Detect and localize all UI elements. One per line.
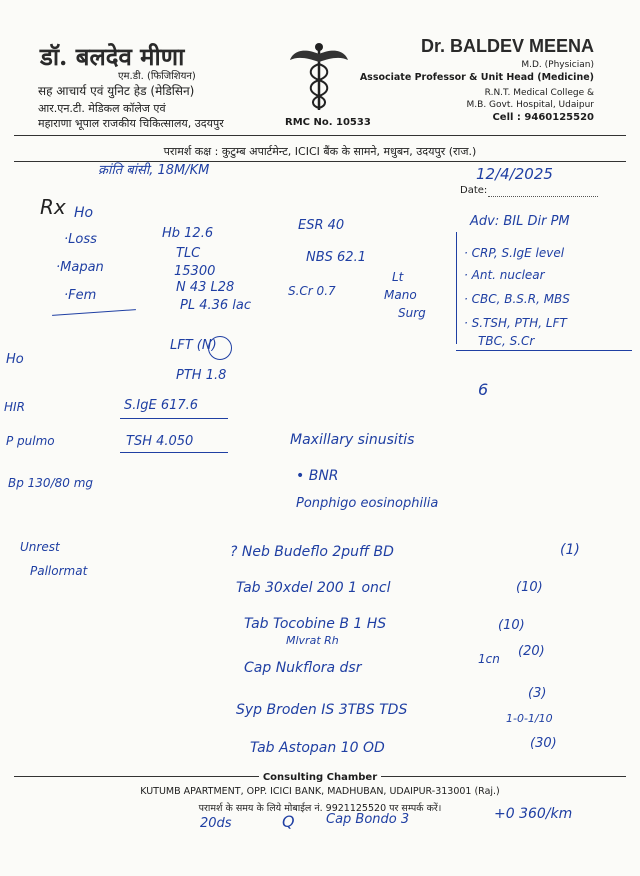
lab-creatinine: S.Cr 0.7 (288, 284, 336, 298)
lab-tlc-value: 15300 (174, 264, 216, 279)
left-note-8: Bp 130/80 mg (8, 476, 94, 490)
mano-note-3: Surg (398, 306, 426, 320)
lab-dlc: N 43 L28 (176, 280, 235, 295)
med-4: Cap Nukflora dsr (244, 660, 362, 676)
lab-nbs: NBS 62.1 (306, 250, 366, 265)
lab-esr: ESR 40 (298, 218, 345, 233)
college-hindi-2: महाराणा भूपाल राजकीय चिकित्सालय, उदयपुर (38, 117, 224, 130)
left-note-4: ·Fem (64, 288, 97, 303)
header-divider-top (14, 135, 626, 136)
mano-note-1: Lt (392, 270, 404, 284)
med-3: Tab Tocobine B 1 HS (244, 616, 387, 632)
mano-note-2: Mano (384, 288, 417, 302)
left-note-7: P pulmo (6, 434, 55, 448)
bottom-note-2: Q (282, 812, 295, 831)
advice-underline (456, 350, 632, 351)
left-note-9: Unrest (20, 540, 60, 554)
med-4-qty: (20) (518, 644, 545, 659)
rx-symbol: Rx (40, 195, 66, 219)
lab-lft-circle (208, 336, 232, 360)
lab-hb: Hb 12.6 (162, 226, 214, 241)
med-1: ? Neb Budeflo 2puff BD (230, 544, 394, 560)
med-5-mark: 1-0-1/10 (506, 712, 553, 725)
diagnosis-2: • BNR (296, 468, 339, 484)
degree-hindi: एम.डी. (फिजिशियन) (118, 71, 196, 82)
underline-tsh (120, 452, 228, 453)
diagnosis-3: Ponphigo eosinophilia (296, 496, 439, 511)
handwritten-date: 12/4/2025 (476, 165, 553, 183)
advice-line-4: · S.TSH, PTH, LFT (464, 316, 567, 330)
date-label: Date: (460, 185, 488, 196)
rmc-number: RMC No. 10533 (285, 117, 371, 128)
med-5-qty: (3) (528, 686, 547, 701)
doctor-name-hindi: डॉ. बलदेव मीणा (40, 42, 185, 71)
med-2: Tab 30xdel 200 1 oncl (236, 580, 391, 596)
diagnosis-1: Maxillary sinusitis (290, 432, 415, 448)
med-6-qty: (30) (530, 736, 557, 751)
advice-line-2: · Ant. nuclear (464, 268, 545, 282)
advice-bracket (456, 232, 457, 344)
doctor-name-english: Dr. BALDEV MEENA (420, 36, 594, 56)
bottom-note-4: +0 360/km (494, 806, 573, 822)
underline-left (52, 309, 136, 316)
med-2-qty: (10) (516, 580, 543, 595)
med-3-qty: (10) (498, 618, 525, 633)
consult-room-line: परामर्श कक्ष : कुटुम्ब अपार्टमेन्ट, ICICI बैंक के सामने, मधुबन, उदयपुर (राज.) (163, 145, 477, 158)
med-1-qty: (1) (560, 542, 580, 558)
advice-heading: Adv: BIL Dir PM (470, 214, 570, 229)
footer-address: KUTUMB APARTMENT, OPP. ICICI BANK, MADHUBAN, UDAIPUR-313001 (Raj.) (140, 786, 500, 797)
role-english: Associate Professor & Unit Head (Medicine) (359, 72, 594, 83)
advice-line-1: · CRP, S.IgE level (464, 246, 565, 260)
college-english-2: M.B. Govt. Hospital, Udaipur (466, 100, 594, 110)
left-note-2: ·Loss (64, 232, 97, 247)
med-4-mid: 1cn (478, 652, 500, 666)
stray-six: 6 (478, 380, 489, 399)
patient-name: क्रांति बांसी, 18M/KM (98, 163, 210, 178)
med-3-sub: Mlvrat Rh (286, 634, 339, 647)
lab-platelets: PL 4.36 lac (180, 298, 252, 313)
lab-tlc: TLC (176, 246, 201, 261)
lab-tsh: TSH 4.050 (126, 434, 194, 449)
college-hindi-1: आर.एन.टी. मेडिकल कॉलेज एवं (38, 102, 166, 115)
med-6: Tab Astopan 10 OD (250, 740, 385, 756)
left-note-6: HIR (4, 400, 25, 414)
lab-lft: LFT (N) (170, 338, 217, 353)
lab-pth: PTH 1.8 (176, 368, 227, 383)
left-note-1: Ho (74, 205, 94, 221)
caduceus-logo-icon (288, 40, 350, 112)
bottom-note-3: Cap Bondo 3 (326, 812, 410, 827)
cell-number: Cell : 9460125520 (492, 112, 594, 123)
advice-line-5: TBC, S.Cr (478, 334, 535, 348)
footer-phone: परामर्श के समय के लिये मोबाईल नं. 9921125520 पर सम्पर्क करें। (198, 803, 442, 814)
underline-ige (120, 418, 228, 419)
role-hindi: सह आचार्य एवं युनिट हेड (मेडिसिन) (38, 84, 195, 98)
left-note-10: Pallormat (30, 564, 88, 578)
degree-english: M.D. (Physician) (521, 60, 594, 70)
advice-line-3: · CBC, B.S.R, MBS (464, 292, 570, 306)
footer-title: Consulting Chamber (0, 772, 640, 783)
bottom-note-1: 20ds (200, 816, 232, 831)
left-note-5: Ho (6, 352, 24, 367)
lab-ige: S.IgE 617.6 (124, 398, 199, 413)
med-5: Syp Broden IS 3TBS TDS (236, 702, 408, 718)
left-note-3: ·Mapan (56, 260, 104, 275)
date-dotted-line (488, 196, 598, 197)
college-english-1: R.N.T. Medical College & (484, 88, 594, 98)
